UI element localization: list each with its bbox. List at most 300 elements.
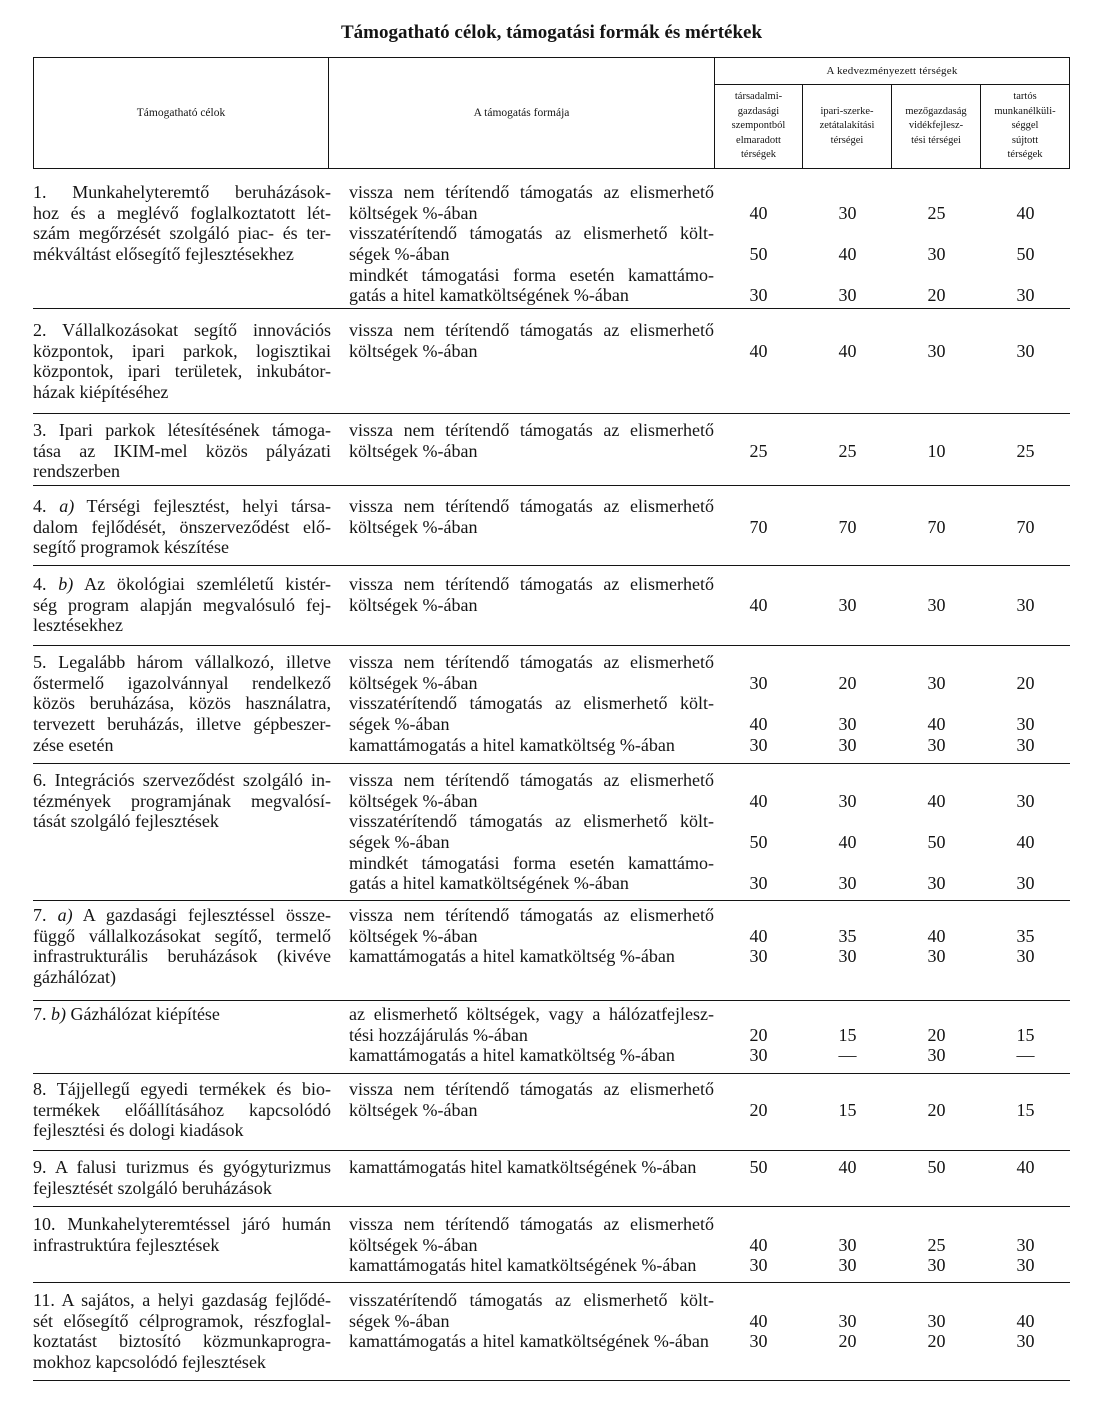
- rate-value: 40: [749, 925, 768, 946]
- header-region-unemployment: [981, 85, 1069, 168]
- goal-number: 4.: [33, 496, 47, 516]
- form-line: [349, 1045, 1070, 1066]
- header-region-line: térségek: [1007, 149, 1043, 161]
- header-goals: Támogatható célok: [34, 58, 329, 168]
- rate-value: 25: [927, 202, 946, 223]
- goal-number: 9.: [33, 1157, 47, 1177]
- form-line: [349, 714, 1070, 735]
- rate-value: 10: [927, 440, 946, 461]
- goal-line: tása az IKIM-mel közös pályázati: [33, 440, 331, 461]
- rate-value: 30: [1016, 1255, 1035, 1276]
- form-line: [349, 1100, 1070, 1121]
- form-line: [349, 905, 1070, 926]
- rate-value: 30: [927, 1255, 946, 1276]
- header-region-line: ipari-szerke-: [820, 105, 874, 117]
- goal-line: sét elősegítő célprogramok, részfoglal-: [33, 1310, 331, 1331]
- goal-line: [33, 496, 331, 517]
- rate-value: 40: [927, 714, 946, 735]
- rate-value: 40: [749, 340, 768, 361]
- table-row: [33, 764, 1070, 901]
- rate-value: 40: [838, 832, 857, 853]
- header-region-line: mezőgazdaság: [905, 105, 967, 117]
- goal-text: A gazdasági fejlesztéssel össze-: [82, 905, 331, 925]
- rate-value: 30: [1016, 714, 1035, 735]
- goal-number: 5.: [33, 652, 47, 672]
- form-line: [349, 791, 1070, 812]
- form-line: [349, 832, 1070, 853]
- goal-line: [33, 1004, 331, 1025]
- header-region-line: társadalmi-: [734, 91, 783, 103]
- rate-value: 30: [1016, 285, 1035, 306]
- rate-value: 30: [749, 734, 768, 755]
- rate-value: 20: [749, 1099, 768, 1120]
- form-line: [349, 1331, 1070, 1352]
- rate-value: 30: [749, 946, 768, 967]
- form-text: kamattámogatás hitel kamatköltségének %-ában: [349, 1255, 697, 1276]
- rate-value: 20: [927, 1099, 946, 1120]
- table-row: [33, 1074, 1070, 1151]
- rate-value: 20: [1016, 672, 1035, 693]
- goal-text: Az ökológiai szemléletű kistér-: [84, 574, 331, 594]
- form-cell: [349, 496, 1070, 537]
- form-cell: [349, 182, 1070, 306]
- rate-value: 40: [838, 340, 857, 361]
- rate-value: 25: [927, 1234, 946, 1255]
- form-text: költségek %-ában: [349, 1234, 478, 1255]
- goal-line: házak kiépítéséhez: [33, 382, 169, 403]
- header-form: A támogatás formája: [329, 58, 715, 168]
- rate-value: 30: [838, 594, 857, 615]
- rate-value: 30: [749, 1045, 768, 1066]
- form-text: kamattámogatás a hitel kamatköltség %-ában: [349, 1045, 675, 1066]
- form-text: vissza nem térítendő támogatás az elismerhető: [349, 652, 714, 672]
- goal-line: [33, 1079, 331, 1100]
- header-region-line: szempontból: [731, 120, 786, 132]
- rate-value: 20: [838, 1331, 857, 1352]
- rate-value: 50: [927, 832, 946, 853]
- rate-value: 40: [749, 790, 768, 811]
- rate-value: 20: [927, 1024, 946, 1045]
- goal-cell: [33, 770, 349, 832]
- form-line: [349, 853, 1070, 874]
- form-cell: [349, 1004, 1070, 1066]
- goal-text: A falusi turizmus és gyógyturizmus: [55, 1157, 331, 1177]
- goal-line: infrastrukturális beruházások (kivéve: [33, 946, 331, 967]
- rate-value: 30: [927, 1310, 946, 1331]
- rate-value: 40: [1016, 832, 1035, 853]
- form-text: ségek %-ában: [349, 714, 450, 735]
- goal-cell: [33, 496, 349, 558]
- goal-number: 8.: [33, 1079, 47, 1099]
- form-line: [349, 1214, 1070, 1235]
- rate-value: 30: [1016, 790, 1035, 811]
- goal-line: koztatást biztosító közmunkaprogra-: [33, 1331, 331, 1352]
- rate-value: 25: [1016, 440, 1035, 461]
- rate-value: 50: [1016, 244, 1035, 265]
- goal-text: Munkahelyteremtéssel járó humán: [67, 1214, 331, 1234]
- goal-cell: [33, 420, 349, 482]
- goal-line: dalom fejlődését, önszerveződést elő-: [33, 516, 331, 537]
- rate-value: 30: [749, 672, 768, 693]
- form-cell: [349, 770, 1070, 894]
- form-line: [349, 1157, 1070, 1178]
- goal-text: Gázhálózat kiépítése: [70, 1004, 220, 1024]
- form-text: költségek %-ában: [349, 790, 478, 811]
- goal-line: hoz és a meglévő foglalkoztatott lét-: [33, 202, 331, 223]
- form-text: vissza nem térítendő támogatás az elismerhető: [349, 574, 714, 594]
- form-text: ségek %-ában: [349, 1310, 450, 1331]
- form-line: [349, 1004, 1070, 1025]
- goal-line: közös beruházása, közös használatra,: [33, 693, 331, 714]
- goal-line: [33, 320, 331, 341]
- document-title: Támogatható célok, támogatási formák és mértékek: [340, 22, 763, 43]
- form-cell: [349, 652, 1070, 755]
- goal-line: [33, 574, 331, 595]
- goal-line: [33, 905, 331, 926]
- goal-line: segítő programok készítése: [33, 537, 229, 558]
- goal-line: rendszerben: [33, 461, 120, 482]
- rate-value: 30: [927, 734, 946, 755]
- rate-value: 20: [838, 672, 857, 693]
- goal-line: függő vállalkozásokat segítő, termelő: [33, 925, 331, 946]
- form-line: [349, 770, 1070, 791]
- goal-cell: [33, 1214, 349, 1255]
- goal-line: termékek előállításához kapcsolódó: [33, 1099, 331, 1120]
- rate-value: 40: [927, 790, 946, 811]
- form-text: tési hozzájárulás %-ában: [349, 1024, 528, 1045]
- form-text: ségek %-ában: [349, 832, 450, 853]
- goal-line: központok, ipari területek, inkubátor-: [33, 361, 331, 382]
- rate-value: 40: [749, 1234, 768, 1255]
- form-text: költségek %-ában: [349, 516, 478, 537]
- header-region-line: gazdasági: [737, 105, 780, 117]
- rate-value: —: [838, 1045, 857, 1066]
- goal-cell: [33, 1079, 349, 1141]
- table-row: [33, 1283, 1070, 1381]
- header-region-line: séggel: [1011, 120, 1039, 132]
- rate-value: 30: [838, 714, 857, 735]
- rate-value: 15: [1016, 1099, 1035, 1120]
- goal-cell: [33, 182, 349, 265]
- goal-line: infrastruktúra fejlesztések: [33, 1234, 220, 1255]
- goal-cell: [33, 1157, 349, 1198]
- rate-value: 20: [927, 1331, 946, 1352]
- goal-line: fejlesztését szolgáló beruházások: [33, 1177, 272, 1198]
- form-text: költségek %-ában: [349, 925, 478, 946]
- form-line: [349, 926, 1070, 947]
- rate-value: 35: [1016, 925, 1035, 946]
- form-line: [349, 673, 1070, 694]
- goal-line: tását szolgáló fejlesztések: [33, 811, 219, 832]
- form-line: [349, 574, 1070, 595]
- goal-cell: [33, 320, 349, 403]
- form-line: [349, 652, 1070, 673]
- rate-value: 25: [749, 440, 768, 461]
- form-text: költségek %-ában: [349, 672, 478, 693]
- form-line: [349, 1290, 1070, 1311]
- table-row: [33, 566, 1070, 646]
- rate-value: 30: [1016, 1234, 1035, 1255]
- rate-value: 30: [838, 202, 857, 223]
- rate-value: 70: [838, 516, 857, 537]
- form-line: [349, 1235, 1070, 1256]
- header-region-rural: [892, 85, 981, 168]
- rate-value: 50: [749, 244, 768, 265]
- rate-value: 35: [838, 925, 857, 946]
- form-line: [349, 420, 1070, 441]
- rate-value: 50: [749, 1157, 768, 1177]
- form-line: [349, 1255, 1070, 1276]
- form-cell: [349, 1290, 1070, 1352]
- goal-line: fejlesztési és dologi kiadások: [33, 1120, 244, 1141]
- rate-value: 30: [838, 1234, 857, 1255]
- rate-value: 25: [838, 440, 857, 461]
- rate-value: 30: [1016, 734, 1035, 755]
- rate-value: 40: [1016, 202, 1035, 223]
- form-text: költségek %-ában: [349, 1099, 478, 1120]
- form-text: gatás a hitel kamatköltségének %-ában: [349, 873, 629, 894]
- goal-line: szám megőrzését szolgáló piac- és ter-: [33, 223, 331, 244]
- form-line: [349, 1025, 1070, 1046]
- goal-line: mokhoz kapcsolódó fejlesztések: [33, 1352, 266, 1373]
- form-text: vissza nem térítendő támogatás az elismerhető: [349, 1079, 714, 1099]
- goal-line: [33, 1214, 331, 1235]
- form-cell: [349, 574, 1070, 615]
- form-line: [349, 244, 1070, 265]
- form-text: költségek %-ában: [349, 340, 478, 361]
- rate-value: 40: [927, 925, 946, 946]
- form-line: [349, 341, 1070, 362]
- form-line: [349, 285, 1070, 306]
- rate-value: 40: [838, 1157, 857, 1177]
- form-text: kamattámogatás a hitel kamatköltség %-ában: [349, 946, 675, 967]
- goal-number: 3.: [33, 420, 47, 440]
- rate-value: 30: [838, 946, 857, 967]
- form-line: [349, 203, 1070, 224]
- rate-value: 30: [838, 1310, 857, 1331]
- goal-line: zése esetén: [33, 734, 114, 755]
- header-region-line: tési térségei: [911, 134, 961, 146]
- rate-value: 30: [1016, 1331, 1035, 1352]
- form-text: vissza nem térítendő támogatás az elismerhető: [349, 420, 714, 440]
- rate-value: 40: [749, 714, 768, 735]
- form-cell: [349, 1214, 1070, 1276]
- rate-value: 30: [927, 946, 946, 967]
- rate-value: 30: [927, 340, 946, 361]
- form-text: kamattámogatás a hitel kamatköltség %-ában: [349, 734, 675, 755]
- form-line: [349, 1079, 1070, 1100]
- header-region-line: munkanélküli-: [994, 105, 1056, 117]
- goal-line: [33, 770, 331, 791]
- form-text: mindkét támogatási forma esetén kamattámo-: [349, 852, 714, 873]
- form-line: [349, 595, 1070, 616]
- rate-value: 40: [749, 202, 768, 223]
- form-cell: [349, 1157, 1070, 1178]
- form-text: vissza nem térítendő támogatás az elismerhető: [349, 905, 714, 925]
- form-text: költségek %-ában: [349, 594, 478, 615]
- goal-line: őstermelő igazolvánnyal rendelkező: [33, 672, 331, 693]
- rate-value: 30: [1016, 340, 1035, 361]
- header-region-line: vidékfejlesz-: [908, 120, 964, 132]
- rate-value: 30: [1016, 946, 1035, 967]
- rate-value: 30: [838, 734, 857, 755]
- rate-value: 15: [1016, 1024, 1035, 1045]
- goal-text: Legalább három vállalkozó, illetve: [58, 652, 332, 672]
- goal-subitem: a): [57, 905, 73, 925]
- form-text: visszatérítendő támogatás az elismerhető költ-: [349, 223, 714, 244]
- form-line: [349, 265, 1070, 286]
- goal-line: ség program alapján megvalósuló fej-: [33, 594, 331, 615]
- form-line: [349, 182, 1070, 203]
- rate-value: 30: [838, 790, 857, 811]
- goal-cell: [33, 1290, 349, 1373]
- form-text: ségek %-ában: [349, 244, 450, 265]
- rate-value: 50: [927, 1157, 946, 1177]
- rate-value: 70: [1016, 516, 1035, 537]
- header-region-line: tartós: [1013, 91, 1037, 103]
- form-line: [349, 496, 1070, 517]
- form-text: költségek %-ában: [349, 440, 478, 461]
- rate-value: 30: [927, 594, 946, 615]
- table-header: [33, 57, 1070, 169]
- form-line: [349, 811, 1070, 832]
- form-text: költségek %-ában: [349, 202, 478, 223]
- table-row: [33, 646, 1070, 764]
- form-text: kamattámogatás a hitel kamatköltségének %-ában: [349, 1331, 709, 1352]
- form-line: [349, 693, 1070, 714]
- rate-value: 40: [1016, 1157, 1035, 1177]
- form-cell: [349, 1079, 1070, 1120]
- form-line: [349, 223, 1070, 244]
- form-text: visszatérítendő támogatás az elismerhető költ-: [349, 693, 714, 714]
- rate-value: 30: [1016, 594, 1035, 615]
- rate-value: 30: [1016, 873, 1035, 894]
- goal-cell: [33, 905, 349, 988]
- form-cell: [349, 420, 1070, 461]
- rate-value: 30: [838, 1255, 857, 1276]
- goal-line: gázhálózat): [33, 967, 116, 988]
- rate-value: 15: [838, 1099, 857, 1120]
- header-region-line: sújtott: [1011, 134, 1039, 146]
- table-row: [33, 1151, 1070, 1207]
- goal-cell: [33, 1004, 349, 1025]
- table-row: [33, 414, 1070, 486]
- rate-value: 70: [749, 516, 768, 537]
- goal-text: Ipari parkok létesítésének támoga-: [58, 420, 331, 440]
- goal-line: [33, 182, 331, 203]
- form-line: [349, 873, 1070, 894]
- rate-value: 30: [749, 1331, 768, 1352]
- goal-subitem: a): [59, 496, 75, 516]
- rate-value: 50: [749, 832, 768, 853]
- form-cell: [349, 320, 1070, 361]
- header-region-disadvantaged: [715, 85, 803, 168]
- form-cell: [349, 905, 1070, 967]
- form-text: vissza nem térítendő támogatás az elismerhető: [349, 320, 714, 340]
- rate-value: 30: [927, 873, 946, 894]
- rate-value: 30: [927, 1045, 946, 1066]
- goal-text: Térségi fejlesztést, helyi társa-: [86, 496, 331, 516]
- header-region-line: térségek: [741, 149, 776, 161]
- form-text: gatás a hitel kamatköltségének %-ában: [349, 285, 629, 306]
- goal-cell: [33, 574, 349, 636]
- goal-text: Tájjellegű egyedi termékek és bio-: [56, 1079, 331, 1099]
- goal-line: [33, 1157, 331, 1178]
- rate-value: 30: [927, 672, 946, 693]
- goal-subitem: b): [58, 574, 74, 594]
- rate-value: 30: [927, 244, 946, 265]
- form-text: vissza nem térítendő támogatás az elismerhető: [349, 182, 714, 202]
- goal-line: tézmények programjának megvalósí-: [33, 790, 331, 811]
- goal-line: mékváltást elősegítő fejlesztésekhez: [33, 244, 294, 265]
- goal-number: 2.: [33, 320, 47, 340]
- form-text: az elismerhető költségek, vagy a hálózatfejlesz-: [349, 1004, 714, 1024]
- goal-line: [33, 1290, 331, 1311]
- form-text: kamattámogatás hitel kamatköltségének %-ában: [349, 1157, 697, 1177]
- rate-value: 30: [749, 873, 768, 894]
- form-text: vissza nem térítendő támogatás az elismerhető: [349, 1214, 714, 1234]
- goal-line: [33, 652, 331, 673]
- goal-text: Integrációs szerveződést szolgáló in-: [54, 770, 331, 790]
- header-regions-group: A kedvezményezett térségek: [715, 58, 1069, 85]
- table-row: [33, 1207, 1070, 1283]
- rate-value: 30: [749, 1255, 768, 1276]
- rate-value: 15: [838, 1024, 857, 1045]
- form-text: visszatérítendő támogatás az elismerhető költ-: [349, 811, 714, 832]
- rate-value: —: [1016, 1045, 1035, 1066]
- goal-subitem: b): [51, 1004, 66, 1024]
- header-region-industrial: [803, 85, 892, 168]
- table-row: [33, 901, 1070, 1001]
- goal-number: 4.: [33, 574, 47, 594]
- form-line: [349, 946, 1070, 967]
- goal-number: 6.: [33, 770, 47, 790]
- form-line: [349, 320, 1070, 341]
- goal-number: 10.: [33, 1214, 56, 1234]
- form-line: [349, 1311, 1070, 1332]
- form-text: visszatérítendő támogatás az elismerhető költ-: [349, 1290, 714, 1310]
- goal-number: 1.: [33, 182, 47, 202]
- goal-number: 7.: [33, 905, 47, 925]
- table-row: [33, 169, 1070, 309]
- goal-text: Munkahelyteremtő beruházások-: [72, 182, 331, 202]
- form-text: vissza nem térítendő támogatás az elismerhető: [349, 496, 714, 516]
- form-line: [349, 441, 1070, 462]
- rate-value: 20: [927, 285, 946, 306]
- goal-text: Vállalkozásokat segítő innovációs: [62, 320, 331, 340]
- table-row: [33, 309, 1070, 414]
- table-body: [33, 169, 1070, 1381]
- rate-value: 40: [838, 244, 857, 265]
- rate-value: 30: [838, 873, 857, 894]
- goal-line: központok, ipari parkok, logisztikai: [33, 340, 331, 361]
- goal-number: 11.: [33, 1290, 55, 1310]
- rate-value: 40: [749, 1310, 768, 1331]
- header-region-line: elmaradott: [736, 134, 781, 146]
- form-line: [349, 735, 1070, 756]
- goal-line: tervezett beruházás, illetve gépbeszer-: [33, 714, 331, 735]
- goal-line: [33, 420, 331, 441]
- goal-text: A sajátos, a helyi gazdaság fejlődé-: [61, 1290, 331, 1310]
- form-line: [349, 517, 1070, 538]
- header-region-line: zetátalakítási: [819, 120, 875, 132]
- rate-value: 40: [1016, 1310, 1035, 1331]
- header-region-line: térségei: [830, 134, 864, 146]
- table-row: [33, 486, 1070, 566]
- rate-value: 30: [838, 285, 857, 306]
- rate-value: 40: [749, 594, 768, 615]
- rate-value: 30: [749, 285, 768, 306]
